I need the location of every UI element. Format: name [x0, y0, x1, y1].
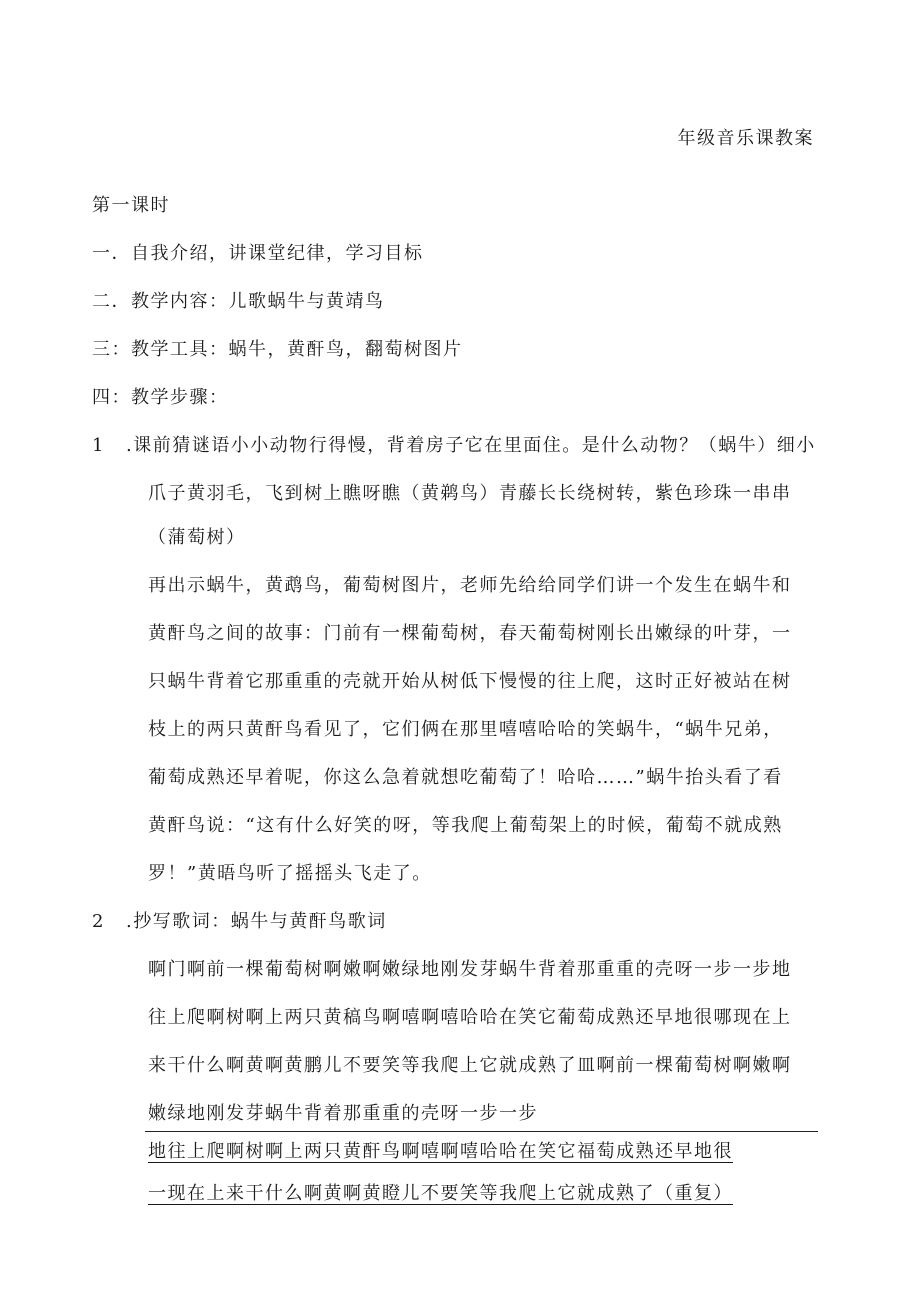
lyrics-line-3: 来干什么啊黄啊黄鹏儿不要笑等我爬上它就成熟了皿啊前一棵葡萄树啊嫩啊 — [148, 1055, 792, 1076]
item-1: 一．自我介绍，讲课堂纪律，学习目标 — [92, 243, 424, 264]
lyrics-line-4: 嫩绿地刚发芽蜗牛背着那重重的壳呀一步一步 — [148, 1103, 538, 1124]
step-1-number: 1 — [92, 435, 105, 456]
story-line-2: 黄酐鸟之间的故事：门前有一棵葡萄树，春天葡萄树刚长出嫩绿的叶芽，一 — [148, 623, 792, 644]
step-1-line-2: 爪子黄羽毛，飞到树上瞧呀瞧（黄鹈鸟）青藤长长绕树转，紫色珍珠一串串 — [148, 483, 792, 504]
story-line-4: 枝上的两只黄酐鸟看见了，它们俩在那里嘻嘻哈哈的笑蜗牛，“蜗牛兄弟， — [148, 719, 783, 740]
lyrics-line-2: 往上爬啊树啊上两只黄稿鸟啊嘻啊嘻哈哈在笑它葡萄成熟还早地很哪现在上 — [148, 1007, 792, 1028]
lyrics-line-6: 一现在上来干什么啊黄啊黄瞪儿不要笑等我爬上它就成熟了（重复） — [148, 1183, 733, 1204]
step-2-title-line — [92, 909, 387, 935]
story-line-6: 黄酐鸟说：“这有什么好笑的呀，等我爬上葡萄架上的时候，葡萄不就成熟 — [148, 815, 783, 836]
page-header-title: 年级音乐课教案 — [677, 128, 814, 149]
horizontal-rule — [145, 1131, 818, 1132]
step-2-title: .抄写歌词：蜗牛与黄酐鸟歌词 — [126, 911, 387, 932]
item-3: 三：教学工具：蜗牛，黄酐鸟，翻萄树图片 — [92, 339, 463, 360]
story-line-5: 葡萄成熟还早着呢，你这么急着就想吃葡萄了！哈哈……”蜗牛抬头看了看 — [148, 767, 783, 788]
item-2: 二．教学内容：儿歌蜗牛与黄靖鸟 — [92, 291, 385, 312]
step-1-line-3: （蒲萄树） — [148, 527, 246, 548]
lesson-title: 第一课时 — [92, 195, 170, 216]
item-4: 四：教学步骤： — [92, 387, 229, 408]
lyrics-line-1: 啊门啊前一棵葡萄树啊嫩啊嫩绿地刚发芽蜗牛背着那重重的壳呀一步一步地 — [148, 959, 792, 980]
step-1-text: .课前猜谜语小小动物行得慢，背着房子它在里面住。是什么动物？（蜗牛）细小 — [126, 435, 816, 456]
story-line-3: 只蜗牛背着它那重重的壳就开始从树低下慢慢的往上爬，这时正好被站在树 — [148, 671, 792, 692]
step-1-first-line — [92, 433, 816, 459]
story-line-1: 再出示蜗牛，黄鹉鸟，葡萄树图片，老师先给给同学们讲一个发生在蜗牛和 — [148, 575, 792, 596]
story-line-7: 罗！”黄晤鸟听了摇摇头飞走了。 — [148, 863, 432, 884]
lyrics-line-5: 地往上爬啊树啊上两只黄酐鸟啊嘻啊嘻哈哈在笑它福萄成熟还早地很 — [148, 1141, 733, 1162]
step-2-number: 2 — [92, 911, 105, 932]
